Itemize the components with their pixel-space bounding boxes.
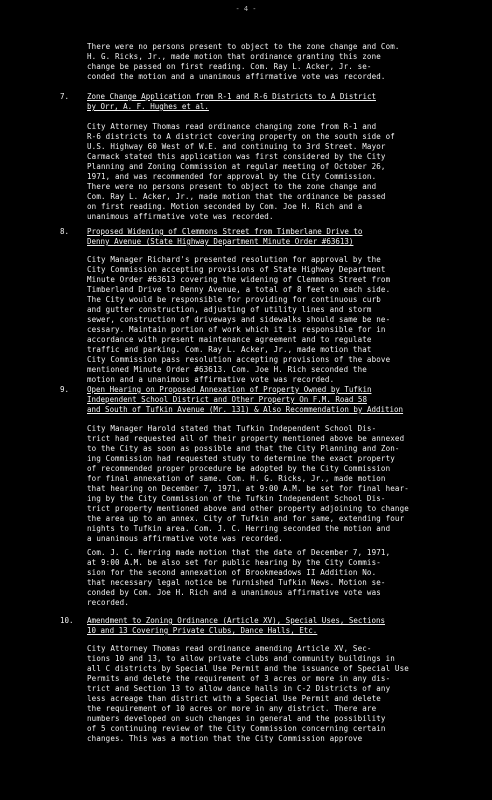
page-header: - 4 -: [235, 5, 257, 13]
item-10-body: City Attorney Thomas read ordinance amending Article XV, Sec- tions 10 and 13, to allow private clubs and community buildings in all C districts by Special Use Permit and the issuance of Special Use Permits and delete the requirement of 3 acres or more in any dis- trict and Section 13 to allow dance halls in C-2 Districts of any less acreage than district with a Special Use Permit and delete the requirement of 10 acres or more in any district. There are numbers developed on such changes in general and the possibility of 5 continuing review of the City Commission concerning certain changes. This was a motion that the City Commission approve: [87, 644, 409, 743]
item-10-heading: Amendment to Zoning Ordinance (Article XV), Special Uses, Sections 10 and 13 Covering Private Clubs, Dance Halls, Etc.: [87, 616, 386, 635]
item-7-body: City Attorney Thomas read ordinance changing zone from R-1 and R-6 districts to A district covering property on the south side of U.S. Highway 60 West of W.E. and continuing to 3rd Street. Mayor Carmack stated this application was first considered by the City Planning and Zoning Commission at regular meeting of October 26, 1971, and was recommended for approval by the City Commission. There were no persons present to object to the zone change and Com. Ray L. Acker, Jr., made motion that the ordinance be passed on first reading. Motion seconded by Com. Joe H. Rich and a unanimous affirmative vote was recorded.: [87, 122, 395, 221]
item-7-number: 7.: [60, 92, 70, 101]
item-9-body-2: Com. J. C. Herring made motion that the date of December 7, 1971, at 9:00 A.M. be also set for public hearing by the City Commis- sion for the second annexation of Brookmeadows II Addition No. that necessary legal notice be furnished Tufkin News. Motion se- conded by Com. Joe H. Rich and a unanimous affirmative vote was recorded.: [87, 548, 391, 607]
item-8-body: City Manager Richard's presented resolution for approval by the City Commission accepting provisions of State Highway Department Minute Order #63613 covering the widening of Clemmons Street from Timberland Drive to Denny Avenue, a total of 8 feet on each side. The City would be responsible for providing for continuous curb and gutter construction, adjusting of utility lines and storm sewer, construction of driveways and sidewalks should same be ne- cessary. Maintain portion of work which it is responsible for in accordance with present maintenance agreement and to regulate traffic and parking. Com. Ray L. Acker, Jr., made motion that City Commission pass resolution accepting provisions of the above mentioned Minute Order #63613. Com. Joe H. Rich seconded the motion and a unanimous affirmative vote was recorded.: [87, 255, 391, 384]
item-9-number: 9.: [60, 385, 70, 394]
item-10-number: 10.: [60, 616, 74, 625]
item-8-heading: Proposed Widening of Clemmons Street from Timberlane Drive to Denny Avenue (State Highway Department Minute Order #63613): [87, 227, 363, 246]
item-9-body-1: City Manager Harold stated that Tufkin Independent School Dis- trict had requested all of their property mentioned above be annexed to the City as soon as possible and that the City Planning and Zon- ing Commission had requested study to determine the exact property of recommended proper procedure be adopted by the City Commission for final annexation of same. Com. H. G. Ricks, Jr., made motion that hearing on December 7, 1971, at 9:00 A.M. be set for final hear- ing by the City Commission of the Tufkin Independent School Dis- trict property mentioned above and other property adjoining to change the area up to an annex. City of Tufkin and for same, extending four nights to Tufkin area. Com. J. C. Herring seconded the motion and a unanimous affirmative vote was recorded.: [87, 424, 409, 543]
item-9-heading: Open Hearing on Proposed Annexation of Property Owned by Tufkin Independent School District and Other Property On F.M. Road 58 and South of Tufkin Avenue (Mr. 131) & Also Recommendation by Addition: [87, 385, 404, 414]
item-7-heading: Zone Change Application from R-1 and R-6 Districts to A District by Orr, A. F. Hughes et al.: [87, 92, 376, 111]
intro-paragraph: There were no persons present to object to the zone change and Com. H. G. Ricks, Jr., made motion that ordinance granting this zone change be passed on first reading. Com. Ray L. Acker, Jr. se- conded the motion and a unanimous affirmative vote was recorded.: [87, 42, 400, 81]
item-8-number: 8.: [60, 227, 70, 236]
